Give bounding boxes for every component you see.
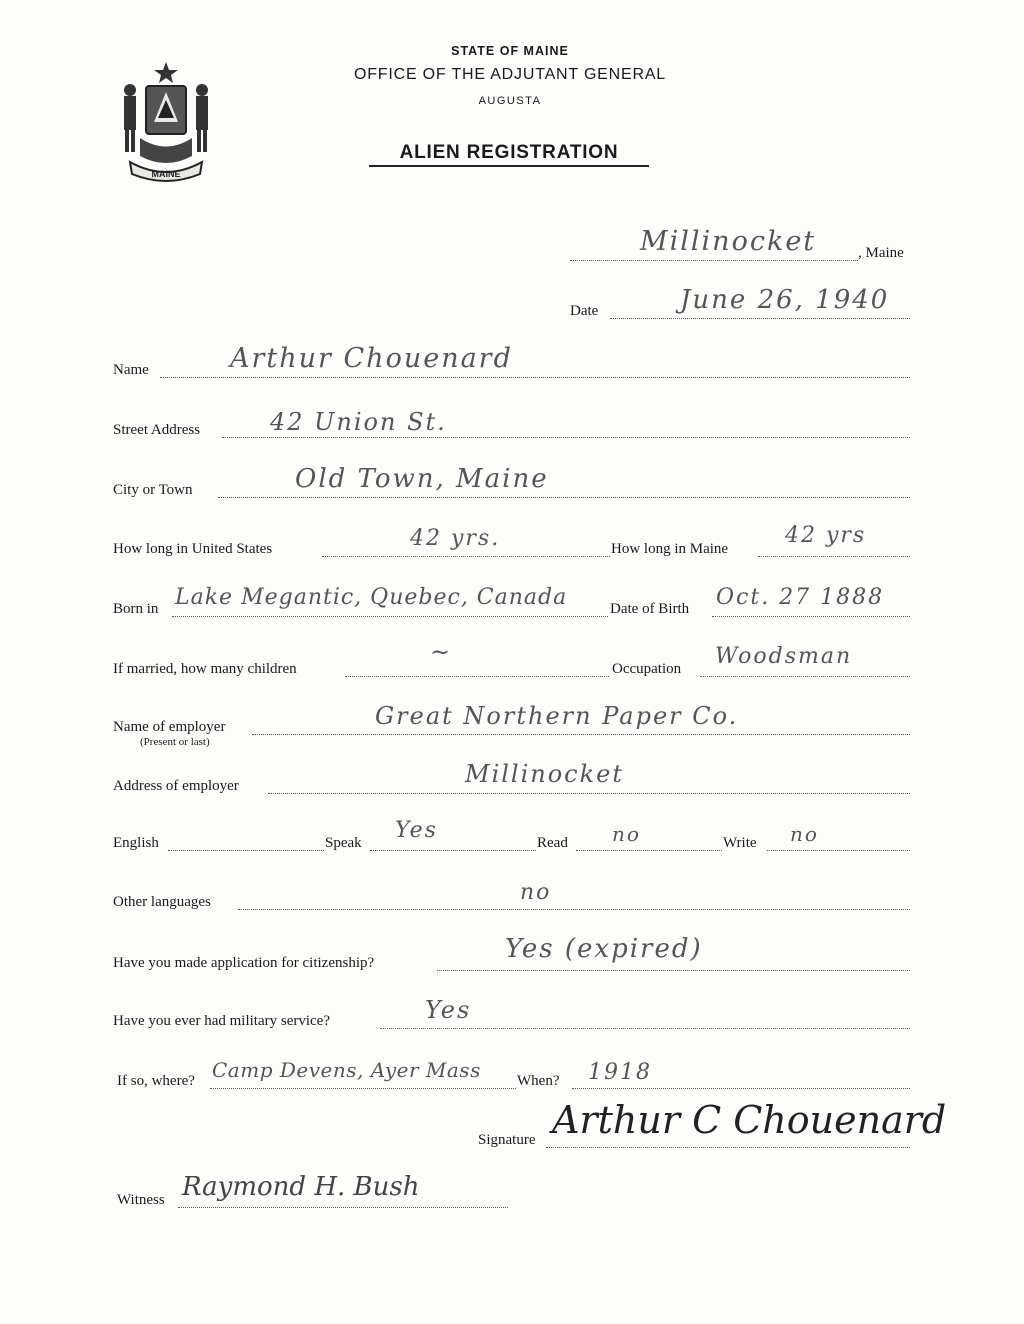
- signature-label: Signature: [478, 1132, 536, 1148]
- date-label: Date: [570, 303, 599, 319]
- children-value: ~: [430, 638, 453, 666]
- employer-sublabel: (Present or last): [140, 736, 210, 748]
- children-label: If married, how many children: [113, 661, 297, 677]
- read-line: [576, 850, 722, 851]
- citizenship-label: Have you made application for citizenship?: [113, 955, 375, 971]
- form-title: ALIEN REGISTRATION: [369, 142, 649, 167]
- military-value: Yes: [425, 996, 472, 1024]
- occupation-value: Woodsman: [715, 644, 853, 669]
- write-label: Write: [723, 835, 757, 851]
- speak-value: Yes: [395, 818, 438, 843]
- occupation-label: Occupation: [612, 661, 682, 677]
- city-line: [218, 497, 910, 498]
- english-label: English: [113, 835, 159, 851]
- employer-address-line: [268, 793, 910, 794]
- signature-value: Arthur C Chouenard: [552, 1098, 947, 1142]
- name-label: Name: [113, 362, 149, 378]
- date-line: [610, 318, 910, 319]
- signature-line: [546, 1147, 910, 1148]
- children-line: [345, 676, 609, 677]
- city-heading: AUGUSTA: [478, 95, 542, 107]
- street-value: 42 Union St.: [270, 408, 447, 436]
- employer-line: [252, 734, 910, 735]
- military-label: Have you ever had military service?: [113, 1013, 330, 1029]
- witness-line: [178, 1207, 508, 1208]
- name-value: Arthur Chouenard: [230, 343, 513, 374]
- citizenship-line: [437, 970, 910, 971]
- speak-line: [370, 850, 536, 851]
- when-line: [572, 1088, 910, 1089]
- place-line: [570, 260, 858, 261]
- us-years-value: 42 yrs.: [410, 526, 501, 551]
- born-in-line: [172, 616, 608, 617]
- street-line: [222, 437, 910, 438]
- speak-label: Speak: [325, 835, 362, 851]
- english-line: [168, 850, 324, 851]
- write-value: no: [790, 822, 819, 846]
- when-label: When?: [517, 1073, 560, 1089]
- read-label: Read: [537, 835, 568, 851]
- where-line: [210, 1088, 516, 1089]
- maine-years-line: [758, 556, 910, 557]
- other-languages-line: [238, 909, 910, 910]
- employer-address-value: Millinocket: [465, 760, 625, 788]
- read-value: no: [612, 822, 641, 846]
- other-languages-value: no: [520, 880, 552, 905]
- witness-label: Witness: [117, 1192, 165, 1208]
- city-value: Old Town, Maine: [295, 464, 549, 494]
- write-line: [767, 850, 910, 851]
- citizenship-value: Yes (expired): [505, 934, 703, 964]
- where-value: Camp Devens, Ayer Mass: [212, 1058, 481, 1082]
- employer-address-label: Address of employer: [113, 778, 239, 794]
- where-label: If so, where?: [117, 1073, 195, 1089]
- dob-label: Date of Birth: [610, 601, 690, 617]
- city-label: City or Town: [113, 482, 193, 498]
- office-heading: OFFICE OF THE ADJUTANT GENERAL: [353, 66, 667, 83]
- name-line: [160, 377, 910, 378]
- other-languages-label: Other languages: [113, 894, 211, 910]
- dob-value: Oct. 27 1888: [716, 585, 885, 610]
- born-in-label: Born in: [113, 601, 159, 617]
- place-suffix: , Maine: [858, 245, 904, 261]
- place-value: Millinocket: [640, 226, 817, 257]
- maine-years-label: How long in Maine: [611, 541, 729, 557]
- date-value: June 26, 1940: [680, 285, 890, 315]
- employer-value: Great Northern Paper Co.: [375, 702, 739, 730]
- maine-state-seal: [110, 60, 222, 185]
- employer-label: Name of employer: [113, 719, 226, 735]
- military-line: [380, 1028, 910, 1029]
- street-label: Street Address: [113, 422, 201, 438]
- maine-years-value: 42 yrs: [785, 523, 867, 548]
- occupation-line: [700, 676, 910, 677]
- state-heading: STATE OF MAINE: [451, 44, 569, 58]
- us-years-line: [322, 556, 610, 557]
- when-value: 1918: [588, 1060, 652, 1085]
- dob-line: [712, 616, 910, 617]
- witness-value: Raymond H. Bush: [182, 1172, 420, 1202]
- svg-text:MAINE: MAINE: [151, 169, 181, 179]
- born-in-value: Lake Megantic, Quebec, Canada: [175, 585, 568, 610]
- us-years-label: How long in United States: [113, 541, 273, 557]
